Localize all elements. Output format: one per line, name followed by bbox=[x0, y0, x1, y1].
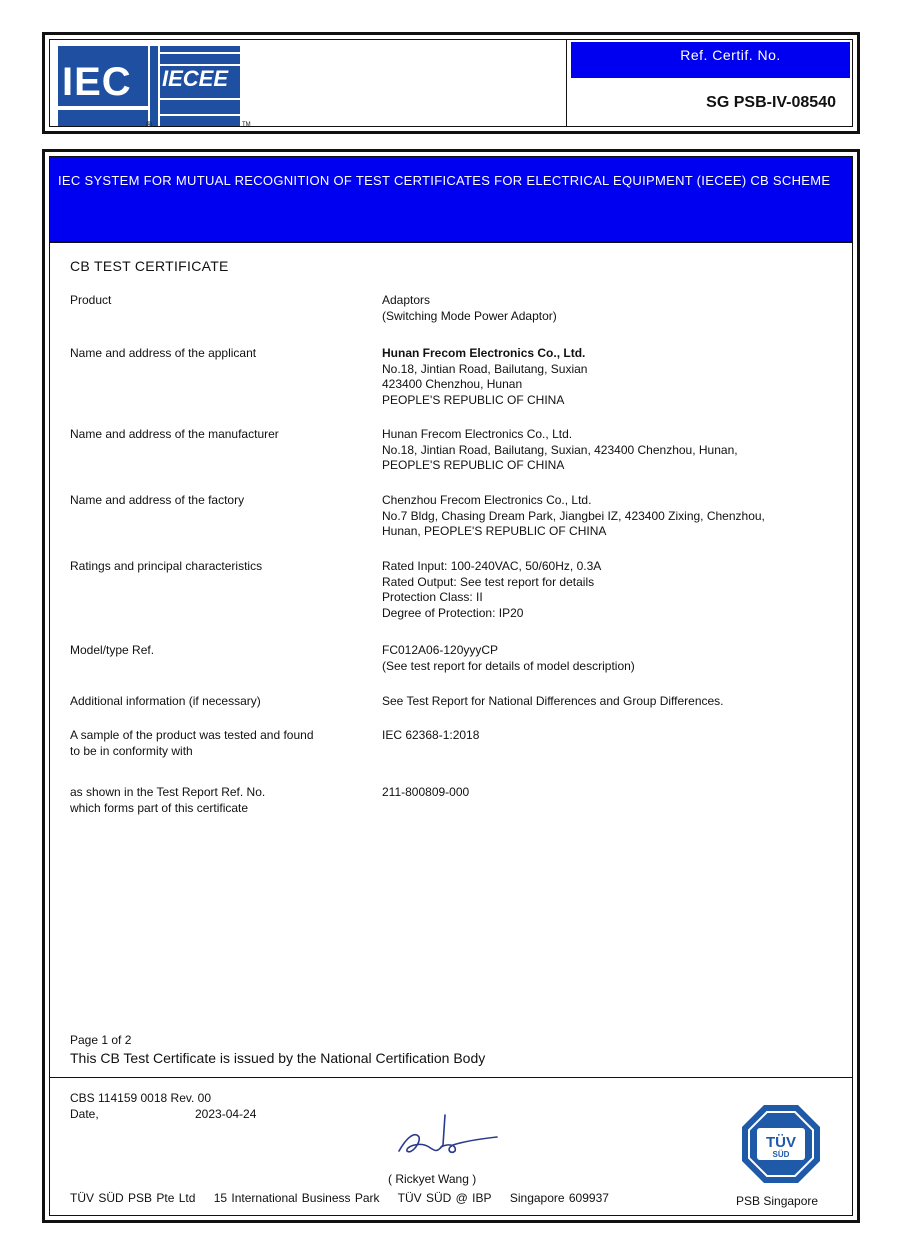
model-line: FC012A06-120yyyCP bbox=[382, 643, 499, 657]
reference-cell bbox=[571, 42, 850, 124]
ratings-line: Degree of Protection: IP20 bbox=[382, 605, 524, 620]
reference-label: Ref. Certif. No. bbox=[571, 42, 850, 78]
applicant-name: Hunan Frecom Electronics Co., Ltd. bbox=[382, 346, 586, 360]
conformity-value bbox=[382, 728, 832, 744]
iec-logo-text: IEC bbox=[62, 60, 132, 104]
trademark-mark: TM bbox=[242, 122, 251, 128]
signer-name: ( Rickyet Wang ) bbox=[388, 1172, 477, 1186]
product-line: Adaptors bbox=[382, 293, 431, 307]
tuv-logo-caption: PSB Singapore bbox=[736, 1194, 819, 1208]
test-report-number: 211-800809-000 bbox=[382, 785, 470, 799]
certificate-header bbox=[42, 32, 860, 134]
test-report-label bbox=[70, 785, 360, 816]
additional-info-value bbox=[382, 694, 832, 710]
header-frame bbox=[49, 39, 853, 127]
page-number: Page 1 of 2 bbox=[70, 1033, 132, 1047]
applicant-line: PEOPLE'S REPUBLIC OF CHINA bbox=[382, 392, 565, 407]
model-line: (See test report for details of model description) bbox=[382, 658, 635, 673]
iec-logo-band bbox=[58, 106, 148, 110]
test-report-label-line: which forms part of this certificate bbox=[70, 800, 249, 815]
logo-cell bbox=[50, 40, 567, 129]
ratings-line: Rated Input: 100-240VAC, 50/60Hz, 0.3A bbox=[382, 559, 602, 573]
date-label: Date, bbox=[70, 1107, 99, 1121]
issuer-address bbox=[70, 1191, 623, 1205]
test-report-label-line: as shown in the Test Report Ref. No. bbox=[70, 785, 266, 799]
iecee-logo-stripes bbox=[160, 52, 240, 66]
manufacturer-line: No.18, Jintian Road, Bailutang, Suxian, 423400 Chenzhou, Hunan, bbox=[382, 442, 738, 457]
issuer-company: TÜV SÜD PSB Pte Ltd bbox=[70, 1191, 196, 1205]
tuv-logo-text: TÜV bbox=[766, 1134, 796, 1151]
factory-line: Hunan, PEOPLE'S REPUBLIC OF CHINA bbox=[382, 524, 607, 538]
tuv-sud-logo bbox=[740, 1103, 822, 1185]
footer-divider bbox=[50, 1077, 852, 1078]
applicant-label: Name and address of the applicant bbox=[70, 346, 257, 360]
applicant-value bbox=[382, 346, 832, 408]
test-report-value bbox=[382, 785, 832, 801]
issued-by-statement: This CB Test Certificate is issued by the National Certification Body bbox=[70, 1050, 486, 1066]
factory-label: Name and address of the factory bbox=[70, 493, 245, 507]
cbs-reference: CBS 114159 0018 Rev. 00 bbox=[70, 1091, 211, 1105]
product-label: Product bbox=[70, 293, 112, 307]
issuer-building: TÜV SÜD @ IBP bbox=[397, 1191, 492, 1205]
signature bbox=[385, 1107, 505, 1167]
additional-info-line: See Test Report for National Differences and Group Differences. bbox=[382, 694, 724, 708]
reference-number: SG PSB-IV-08540 bbox=[706, 94, 836, 111]
scheme-banner-text: IEC SYSTEM FOR MUTUAL RECOGNITION OF TEST CERTIFICATES FOR ELECTRICAL EQUIPMENT (IECEE) CB SCHEME bbox=[58, 173, 831, 188]
ratings-label: Ratings and principal characteristics bbox=[70, 559, 263, 573]
conformity-label bbox=[70, 728, 360, 759]
iecee-logo-text: IECEE bbox=[162, 66, 229, 91]
issuer-city: Singapore 609937 bbox=[509, 1191, 609, 1205]
product-value bbox=[382, 293, 832, 324]
conformity-label-line: to be in conformity with bbox=[70, 743, 193, 758]
signature-stroke bbox=[399, 1115, 497, 1152]
standard-reference: IEC 62368-1:2018 bbox=[382, 728, 480, 742]
factory-line: No.7 Bldg, Chasing Dream Park, Jiangbei IZ, 423400 Zixing, Chenzhou, bbox=[382, 508, 765, 523]
iec-logo bbox=[58, 46, 148, 126]
registered-mark: ® bbox=[146, 120, 152, 129]
iecee-logo-stripes-lower bbox=[160, 98, 240, 116]
factory-line: Chenzhou Frecom Electronics Co., Ltd. bbox=[382, 493, 592, 507]
certificate-title: CB TEST CERTIFICATE bbox=[70, 258, 229, 274]
iecee-logo bbox=[160, 46, 240, 126]
date-value: 2023-04-24 bbox=[195, 1107, 257, 1121]
issuer-street: 15 International Business Park bbox=[213, 1191, 380, 1205]
applicant-line: No.18, Jintian Road, Bailutang, Suxian bbox=[382, 361, 588, 376]
scheme-banner bbox=[50, 157, 852, 243]
ratings-value bbox=[382, 559, 832, 621]
tuv-logo-subtext: SÜD bbox=[772, 1150, 790, 1159]
ratings-line: Rated Output: See test report for details bbox=[382, 574, 595, 589]
manufacturer-line: Hunan Frecom Electronics Co., Ltd. bbox=[382, 427, 573, 441]
manufacturer-label: Name and address of the manufacturer bbox=[70, 427, 279, 441]
model-value bbox=[382, 643, 832, 674]
certificate-frame bbox=[49, 156, 853, 1216]
model-label: Model/type Ref. bbox=[70, 643, 155, 657]
ratings-line: Protection Class: II bbox=[382, 590, 483, 604]
manufacturer-line: PEOPLE'S REPUBLIC OF CHINA bbox=[382, 458, 565, 472]
manufacturer-value bbox=[382, 427, 832, 474]
factory-value bbox=[382, 493, 832, 540]
logo-divider bbox=[150, 46, 158, 126]
applicant-line: 423400 Chenzhou, Hunan bbox=[382, 377, 523, 391]
conformity-label-line: A sample of the product was tested and found bbox=[70, 728, 314, 742]
certificate-body bbox=[42, 149, 860, 1223]
product-line: (Switching Mode Power Adaptor) bbox=[382, 308, 557, 323]
additional-info-label: Additional information (if necessary) bbox=[70, 694, 261, 708]
